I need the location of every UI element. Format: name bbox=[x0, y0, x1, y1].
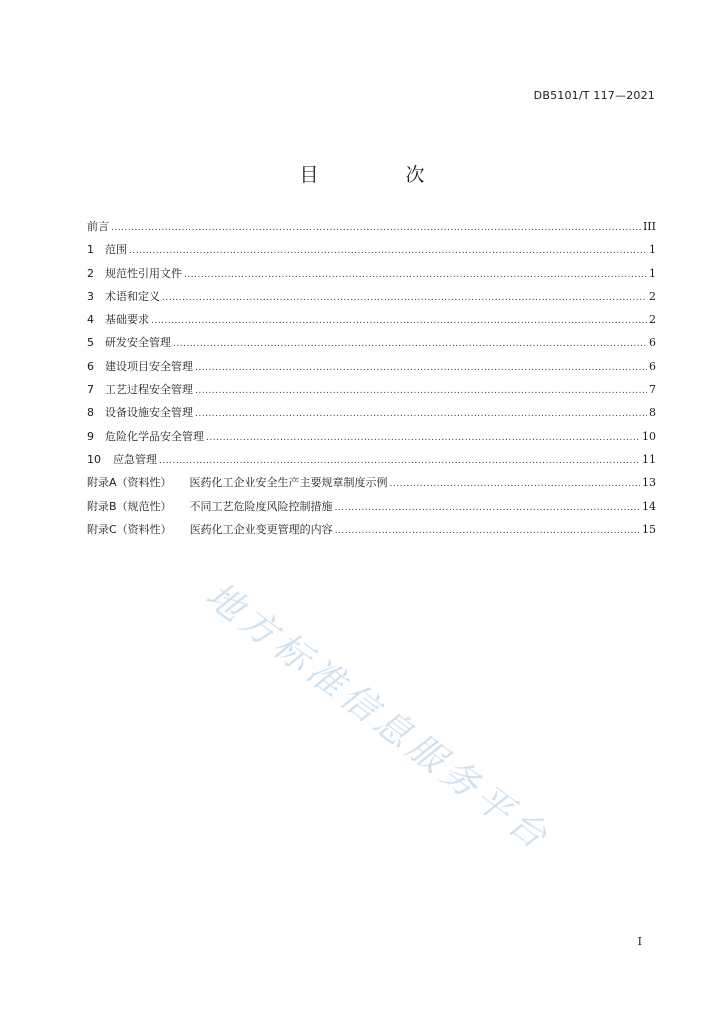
leader-dots bbox=[195, 409, 647, 419]
leader-dots bbox=[173, 339, 647, 349]
toc-entry-appendix-c[interactable] bbox=[87, 521, 656, 544]
leader-dots bbox=[335, 503, 640, 513]
toc-number: 10 bbox=[87, 452, 101, 466]
toc-label: 应急管理 bbox=[113, 452, 157, 466]
toc-number: 7 bbox=[87, 383, 94, 397]
toc-label: 设备设施安全管理 bbox=[105, 406, 193, 420]
toc-page: 2 bbox=[649, 289, 656, 303]
toc-label: 规范性引用文件 bbox=[105, 266, 182, 280]
toc-label: 术语和定义 bbox=[105, 289, 160, 303]
toc-label: 医药化工企业变更管理的内容 bbox=[189, 522, 333, 536]
toc-number: 6 bbox=[87, 359, 94, 373]
leader-dots bbox=[129, 246, 647, 256]
toc-page: 1 bbox=[649, 243, 656, 257]
toc-entry-5[interactable] bbox=[87, 334, 656, 357]
toc-page: 14 bbox=[642, 499, 656, 513]
toc-entry-1[interactable] bbox=[87, 241, 656, 264]
toc-number: 5 bbox=[87, 336, 94, 350]
leader-dots bbox=[184, 270, 647, 280]
toc-number: 2 bbox=[87, 266, 94, 280]
toc-entry-9[interactable] bbox=[87, 428, 656, 451]
page-title: 目 次 bbox=[299, 164, 459, 186]
toc-entry-8[interactable] bbox=[87, 404, 656, 427]
toc-label: 基础要求 bbox=[105, 313, 149, 327]
toc-page: 6 bbox=[649, 336, 656, 350]
toc-entry-6[interactable] bbox=[87, 358, 656, 381]
toc-number: 4 bbox=[87, 313, 94, 327]
toc-label: 不同工艺危险度风险控制措施 bbox=[189, 499, 333, 513]
toc-page: 7 bbox=[649, 383, 656, 397]
toc-label: 建设项目安全管理 bbox=[105, 359, 193, 373]
toc-entry-foreword[interactable] bbox=[87, 218, 656, 241]
toc-entry-10[interactable] bbox=[87, 451, 656, 474]
toc-page: 13 bbox=[642, 476, 656, 490]
toc-label: 医药化工企业安全生产主要规章制度示例 bbox=[189, 476, 388, 490]
toc-entry-2[interactable] bbox=[87, 265, 656, 288]
toc-label: 危险化学品安全管理 bbox=[105, 429, 204, 443]
toc-number: 3 bbox=[87, 289, 94, 303]
toc-page: 1 bbox=[649, 266, 656, 280]
toc-number: 9 bbox=[87, 429, 94, 443]
toc-page: 10 bbox=[642, 429, 656, 443]
toc-page: 15 bbox=[642, 522, 656, 536]
leader-dots bbox=[390, 479, 640, 489]
leader-dots bbox=[195, 386, 647, 396]
toc-number: 8 bbox=[87, 406, 94, 420]
toc-label: 前言 bbox=[87, 220, 109, 233]
watermark: 地方标准信息服务平台 bbox=[198, 574, 559, 861]
toc-page: 6 bbox=[649, 359, 656, 373]
leader-dots bbox=[162, 293, 647, 303]
leader-dots bbox=[206, 433, 640, 443]
toc-page: III bbox=[642, 220, 656, 233]
toc-entry-appendix-b[interactable] bbox=[87, 498, 656, 521]
toc-appendix-tag: 附录A（资料性） bbox=[87, 476, 172, 490]
toc-label: 范围 bbox=[105, 243, 127, 257]
page-number: I bbox=[637, 935, 642, 948]
table-of-contents bbox=[87, 218, 656, 544]
leader-dots bbox=[151, 316, 647, 326]
leader-dots bbox=[111, 223, 641, 233]
toc-page: 11 bbox=[642, 452, 656, 466]
toc-entry-4[interactable] bbox=[87, 311, 656, 334]
toc-label: 工艺过程安全管理 bbox=[105, 383, 193, 397]
toc-appendix-tag: 附录B（规范性） bbox=[87, 499, 172, 513]
document-code: DB5101/T 117—2021 bbox=[533, 89, 655, 102]
toc-entry-appendix-a[interactable] bbox=[87, 474, 656, 497]
toc-page: 8 bbox=[649, 406, 656, 420]
toc-page: 2 bbox=[649, 313, 656, 327]
leader-dots bbox=[159, 456, 640, 466]
leader-dots bbox=[195, 363, 647, 373]
toc-entry-7[interactable] bbox=[87, 381, 656, 404]
toc-entry-3[interactable] bbox=[87, 288, 656, 311]
leader-dots bbox=[335, 526, 640, 536]
toc-label: 研发安全管理 bbox=[105, 336, 171, 350]
toc-number: 1 bbox=[87, 243, 94, 257]
toc-appendix-tag: 附录C（资料性） bbox=[87, 522, 172, 536]
